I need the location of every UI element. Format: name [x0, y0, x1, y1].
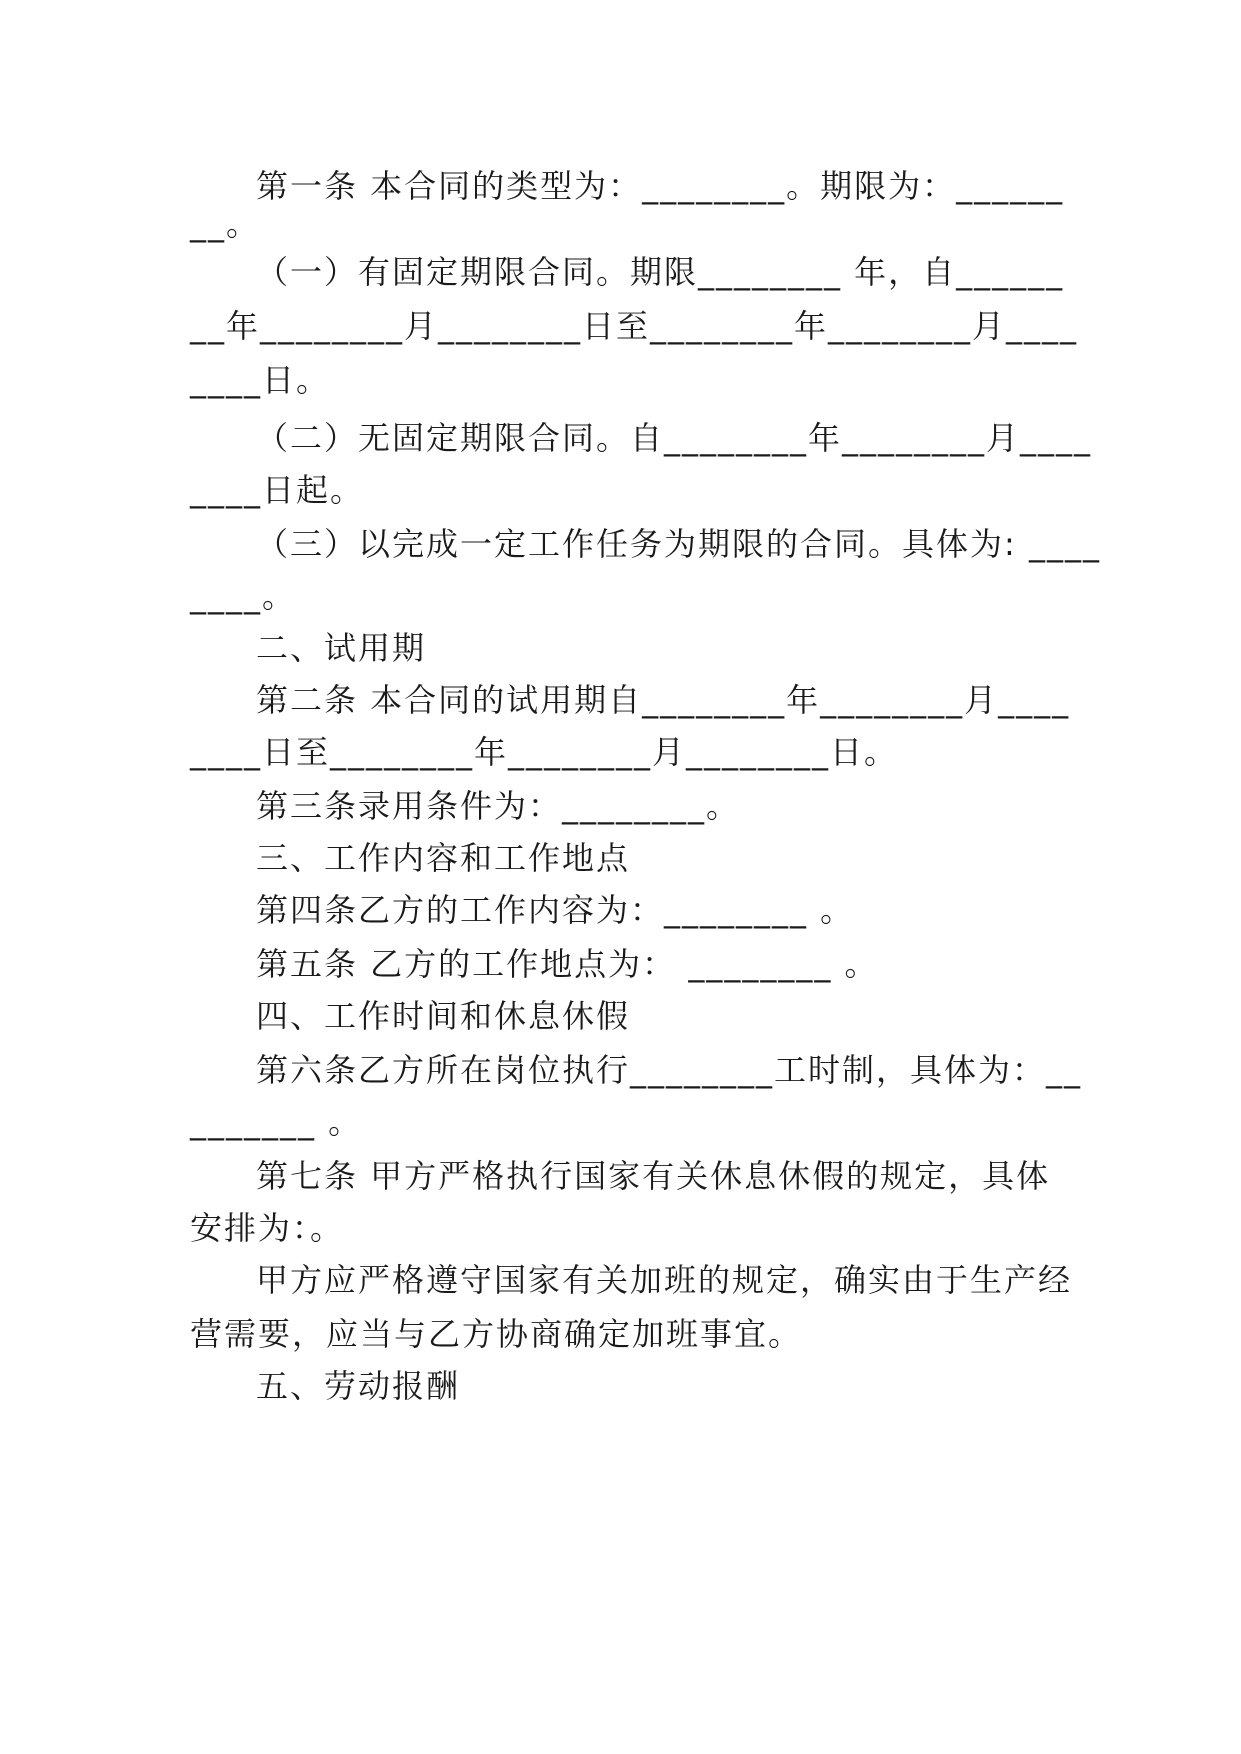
text-line: __年________月________日至________年________月____	[190, 307, 1079, 345]
text-line: 第三条录用条件为：________。	[256, 787, 741, 825]
text-line: 第五条 乙方的工作地点为： ________ 。	[256, 945, 879, 983]
text-line: 营需要，应当与乙方协商确定加班事宜。	[190, 1315, 803, 1353]
text-line: （一）有固定期限合同。期限________ 年，自______	[256, 253, 1065, 291]
text-line: ____。	[190, 577, 297, 615]
section-heading: 四、工作时间和休息休假	[256, 997, 631, 1035]
text-line: 第四条乙方的工作内容为：________ 。	[256, 891, 855, 929]
text-line: 甲方应严格遵守国家有关加班的规定，确实由于生产经	[256, 1261, 1073, 1299]
text-line: 第一条 本合同的类型为：________。期限为：______	[256, 167, 1065, 205]
text-line: （三）以完成一定工作任务为期限的合同。具体为: ____	[256, 525, 1101, 563]
text-line: 安排为：。	[190, 1209, 345, 1247]
text-line: 第二条 本合同的试用期自________年________月____	[256, 681, 1071, 719]
text-line: ____日。	[190, 361, 331, 399]
section-heading: 五、劳动报酬	[256, 1367, 461, 1405]
text-line: 第六条乙方所在岗位执行________工时制，具体为：__	[256, 1051, 1083, 1089]
text-line: ____日起。	[190, 471, 365, 509]
text-line: ____日至________年________月________日。	[190, 733, 899, 771]
text-line: __。	[190, 205, 261, 243]
section-heading: 二、试用期	[256, 629, 427, 667]
section-heading: 三、工作内容和工作地点	[256, 839, 631, 877]
text-line: （二）无固定期限合同。自________年________月____	[256, 419, 1093, 457]
text-line: 第七条 甲方严格执行国家有关休息休假的规定，具体	[256, 1157, 1051, 1195]
text-line: _______ 。	[190, 1103, 363, 1141]
